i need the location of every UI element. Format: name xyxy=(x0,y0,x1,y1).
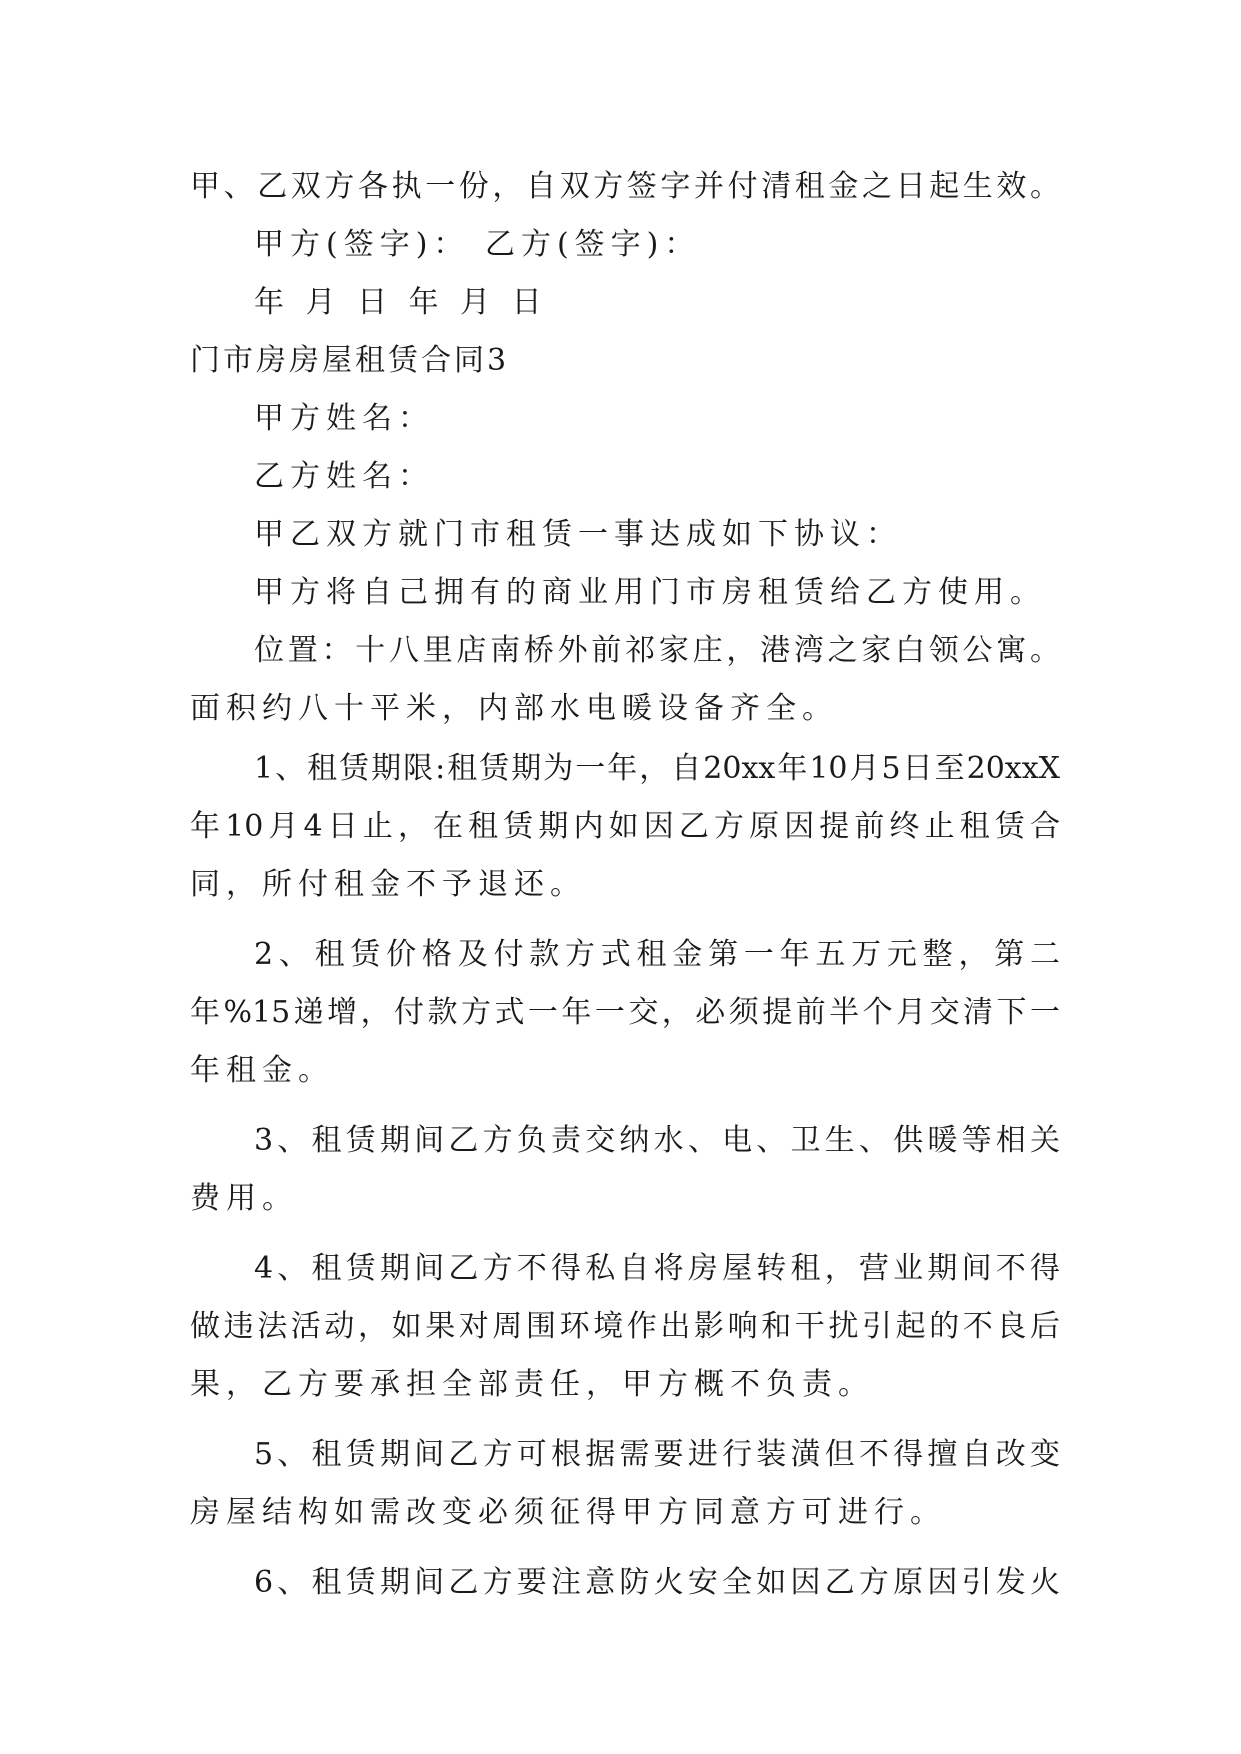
clause-1-line: 1、租赁期限:租赁期为一年，自20xx年10月5日至20xxX xyxy=(254,751,1060,786)
clause-3-line: 3、租赁期间乙方负责交纳水、电、卫生、供暖等相关 xyxy=(254,1123,1060,1158)
clause-5-line: 房屋结构如需改变必须征得甲方同意方可进行。 xyxy=(190,1495,946,1530)
clause-2-line: 年租金。 xyxy=(190,1053,334,1088)
clause-6-line: 6、租赁期间乙方要注意防火安全如因乙方原因引发火 xyxy=(254,1565,1060,1600)
clause-1-line: 年10月4日止，在租赁期内如因乙方原因提前终止租赁合 xyxy=(190,809,1060,844)
clause-4-line: 果，乙方要承担全部责任，甲方概不负责。 xyxy=(190,1367,874,1402)
party-b-name: 乙方姓名： xyxy=(254,459,434,494)
clause-4-line: 做违法活动，如果对周围环境作出影响和干扰引起的不良后 xyxy=(190,1309,1060,1344)
section-title: 门市房房屋租赁合同3 xyxy=(190,343,510,378)
paragraph-line: 面积约八十平米，内部水电暖设备齐全。 xyxy=(190,691,838,726)
date-line: 年 月 日 年 月 日 xyxy=(254,285,548,320)
clause-5-line: 5、租赁期间乙方可根据需要进行装潢但不得擅自改变 xyxy=(254,1437,1060,1472)
party-a-name: 甲方姓名： xyxy=(254,401,434,436)
clause-3-line: 费用。 xyxy=(190,1181,298,1216)
clause-2-line: 2、租赁价格及付款方式租金第一年五万元整，第二 xyxy=(254,937,1060,972)
paragraph-line: 甲乙双方就门市租赁一事达成如下协议： xyxy=(254,517,902,552)
clause-4-line: 4、租赁期间乙方不得私自将房屋转租，营业期间不得 xyxy=(254,1251,1060,1286)
clause-2-line: 年%15递增，付款方式一年一交，必须提前半个月交清下一 xyxy=(190,995,1060,1030)
paragraph-line: 甲、乙双方各执一份，自双方签字并付清租金之日起生效。 xyxy=(190,169,1060,204)
document-body xyxy=(190,158,1060,1612)
paragraph-line: 位置：十八里店南桥外前祁家庄，港湾之家白领公寓。 xyxy=(254,633,1060,668)
paragraph-line: 甲方将自己拥有的商业用门市房租赁给乙方使用。 xyxy=(254,575,1046,610)
clause-1-line: 同，所付租金不予退还。 xyxy=(190,867,586,902)
signature-line: 甲方(签字)： 乙方(签字)： xyxy=(254,227,701,262)
